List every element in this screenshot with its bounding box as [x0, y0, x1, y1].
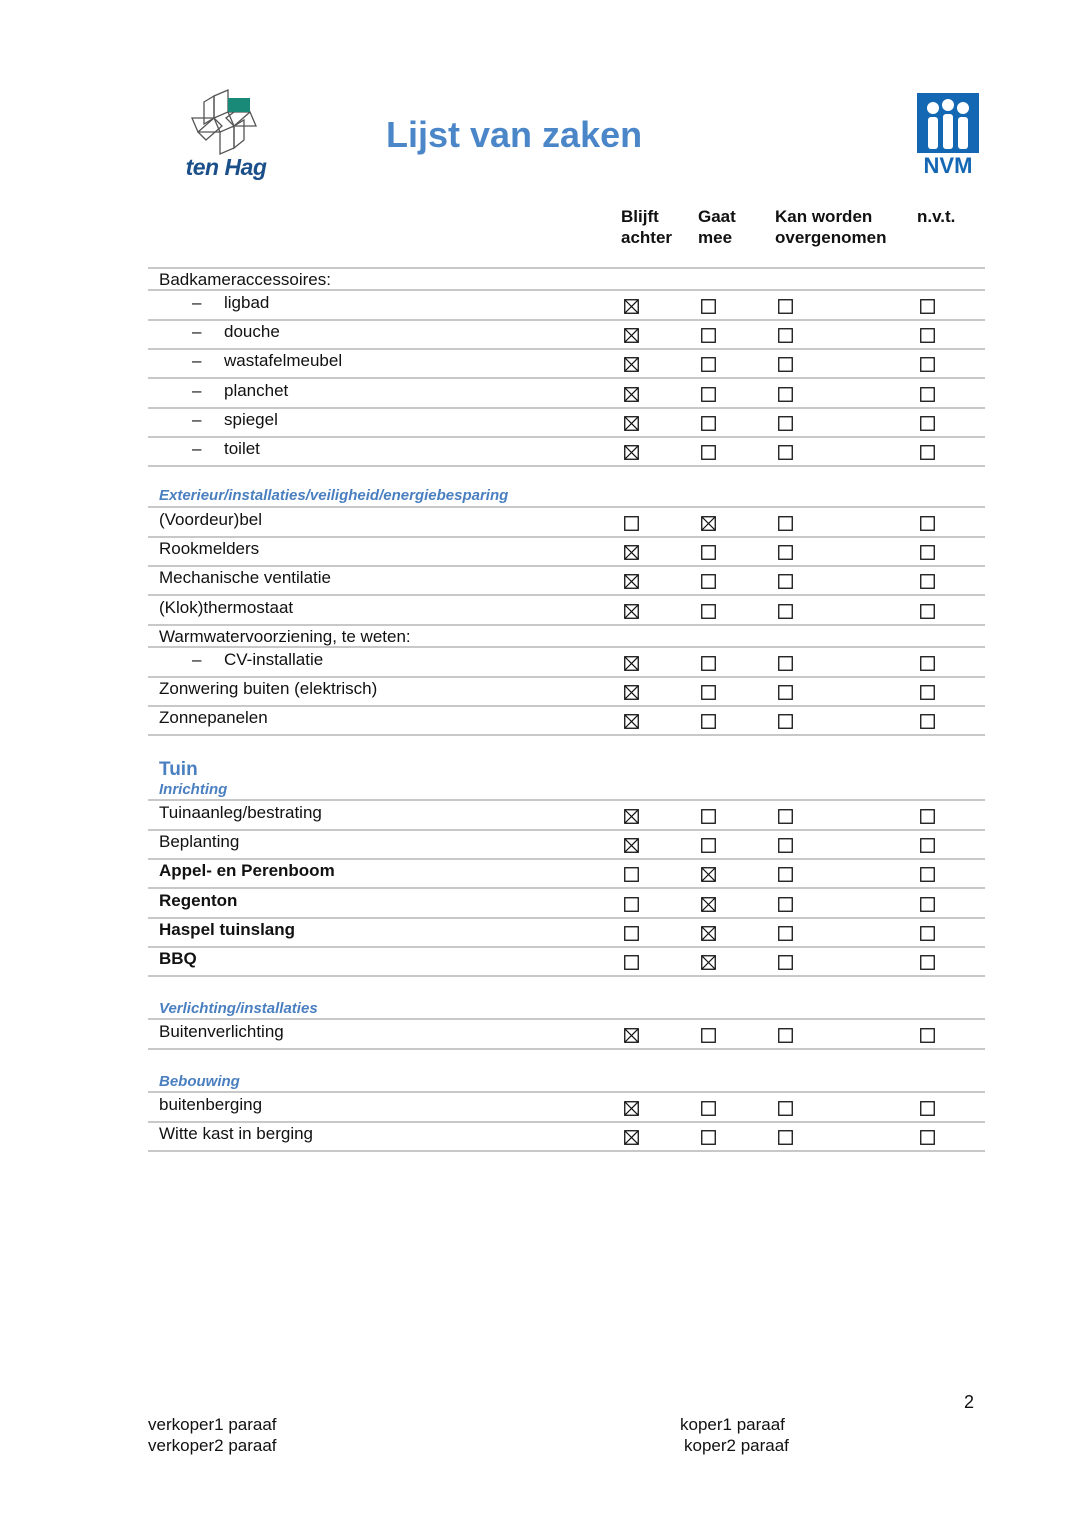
- checkbox-checked[interactable]: [624, 838, 639, 853]
- checkbox-checked[interactable]: [701, 516, 716, 531]
- row-divider: [148, 975, 985, 977]
- checkbox-empty[interactable]: [920, 867, 935, 882]
- checkbox-empty[interactable]: [778, 604, 793, 619]
- checkbox-empty[interactable]: [920, 714, 935, 729]
- checkbox-empty[interactable]: [920, 516, 935, 531]
- checkbox-empty[interactable]: [778, 1028, 793, 1043]
- row-divider: [148, 536, 985, 538]
- row-divider: [148, 734, 985, 736]
- section-heading: Exterieur/installaties/veiligheid/energiebesparing: [159, 487, 509, 504]
- checkbox-empty[interactable]: [920, 387, 935, 402]
- checkbox-empty[interactable]: [920, 897, 935, 912]
- row-divider: [148, 946, 985, 948]
- section-subheading: Inrichting: [159, 781, 228, 798]
- page-title: Lijst van zaken: [386, 114, 643, 155]
- list-item-label: Haspel tuinslang: [159, 919, 296, 939]
- row-divider: [148, 506, 985, 508]
- checkbox-empty[interactable]: [920, 357, 935, 372]
- row-divider: [148, 799, 985, 801]
- checkbox-checked[interactable]: [624, 656, 639, 671]
- checkbox-empty[interactable]: [624, 867, 639, 882]
- checkbox-empty[interactable]: [778, 1130, 793, 1145]
- list-item-label: BBQ: [159, 949, 197, 968]
- checkbox-empty[interactable]: [701, 387, 716, 402]
- footer-seller-initials: [148, 1414, 277, 1456]
- checkbox-empty[interactable]: [920, 1130, 935, 1145]
- checkbox-checked[interactable]: [624, 1130, 639, 1145]
- checkbox-empty[interactable]: [778, 1101, 793, 1116]
- row-divider: [148, 289, 985, 291]
- dash-bullet: –: [192, 439, 202, 458]
- checkbox-empty[interactable]: [778, 926, 793, 941]
- checkbox-empty[interactable]: [920, 838, 935, 853]
- column-header-kan-worden-overgenomen: Kan worden overgenomen: [775, 207, 887, 247]
- list-item-label: spiegel: [224, 409, 278, 429]
- list-item-label: Appel- en Perenboom: [159, 861, 335, 881]
- dash-bullet: –: [192, 322, 202, 342]
- row-divider: [148, 676, 985, 678]
- checkbox-checked[interactable]: [624, 357, 639, 372]
- checkbox-empty[interactable]: [624, 516, 639, 531]
- row-divider: [148, 887, 985, 889]
- list-item-label: ligbad: [224, 293, 270, 312]
- checkbox-empty[interactable]: [778, 955, 793, 970]
- checkbox-empty[interactable]: [701, 357, 716, 372]
- list-item-label: Tuinaanleg/bestrating: [159, 803, 322, 822]
- checkbox-empty[interactable]: [920, 604, 935, 619]
- checkbox-empty[interactable]: [701, 838, 716, 853]
- nvm-logo-text: NVM: [923, 153, 973, 178]
- column-header-blijft-achter: Blijft achter: [621, 207, 673, 247]
- checkbox-checked[interactable]: [701, 867, 716, 882]
- checkbox-checked[interactable]: [624, 1028, 639, 1043]
- checkbox-checked[interactable]: [701, 955, 716, 970]
- row-divider: [148, 565, 985, 567]
- checkbox-empty[interactable]: [920, 299, 935, 314]
- checkbox-checked[interactable]: [624, 299, 639, 314]
- checkbox-checked[interactable]: [624, 328, 639, 343]
- ten-hag-logo: [176, 88, 276, 188]
- row-divider: [148, 465, 985, 467]
- list-item-label: Zonwering buiten (elektrisch): [159, 679, 378, 698]
- checkbox-empty[interactable]: [778, 516, 793, 531]
- checkbox-empty[interactable]: [778, 867, 793, 882]
- dash-bullet: –: [192, 649, 202, 669]
- list-item-label: douche: [224, 322, 280, 342]
- page-number: 2: [964, 1392, 975, 1412]
- checkbox-empty[interactable]: [701, 604, 716, 619]
- checkbox-empty[interactable]: [701, 1130, 716, 1145]
- row-divider: [148, 646, 985, 648]
- row-divider: [148, 407, 985, 409]
- checkbox-empty[interactable]: [778, 685, 793, 700]
- checkbox-empty[interactable]: [920, 328, 935, 343]
- list-item-label: Zonnepanelen: [159, 708, 268, 728]
- checkbox-empty[interactable]: [778, 357, 793, 372]
- row-divider: [148, 1150, 985, 1152]
- row-divider: [148, 624, 985, 626]
- checkbox-empty[interactable]: [778, 656, 793, 671]
- checkbox-checked[interactable]: [624, 416, 639, 431]
- checkbox-empty[interactable]: [778, 574, 793, 589]
- checkbox-checked[interactable]: [624, 574, 639, 589]
- checkbox-empty[interactable]: [624, 897, 639, 912]
- checkbox-empty[interactable]: [920, 445, 935, 460]
- dash-bullet: –: [192, 409, 202, 429]
- list-item-label: CV-installatie: [224, 649, 324, 669]
- section-heading: Bebouwing: [159, 1073, 240, 1090]
- group-heading: Warmwatervoorziening, te weten:: [159, 626, 411, 646]
- checkbox-empty[interactable]: [920, 809, 935, 824]
- list-item-label: Witte kast in berging: [159, 1124, 314, 1144]
- checkbox-empty[interactable]: [920, 685, 935, 700]
- row-divider: [148, 594, 985, 596]
- row-divider: [148, 267, 985, 269]
- dash-bullet: –: [192, 380, 202, 400]
- row-divider: [148, 1048, 985, 1050]
- row-divider: [148, 377, 985, 379]
- list-item-label: (Voordeur)bel: [159, 510, 263, 529]
- row-divider: [148, 319, 985, 321]
- checkbox-empty[interactable]: [778, 445, 793, 460]
- list-item-label: planchet: [224, 380, 289, 400]
- list-item-label: Buitenverlichting: [159, 1022, 284, 1041]
- checkbox-empty[interactable]: [701, 445, 716, 460]
- checkbox-empty[interactable]: [778, 809, 793, 824]
- checkbox-empty[interactable]: [701, 1101, 716, 1116]
- row-divider: [148, 1018, 985, 1020]
- row-divider: [148, 1091, 985, 1093]
- column-header-nvt: n.v.t.: [917, 207, 956, 226]
- buyer2-initials: koper2 paraaf: [684, 1436, 789, 1455]
- section-heading-tuin: Tuin: [159, 759, 198, 780]
- list-item-label: buitenberging: [159, 1095, 263, 1114]
- checkbox-checked[interactable]: [624, 445, 639, 460]
- checkbox-empty[interactable]: [920, 416, 935, 431]
- checkbox-empty[interactable]: [778, 897, 793, 912]
- checkbox-empty[interactable]: [701, 328, 716, 343]
- checkbox-empty[interactable]: [920, 545, 935, 560]
- checkbox-checked[interactable]: [624, 545, 639, 560]
- list-item-label: (Klok)thermostaat: [159, 597, 294, 617]
- checkbox-empty[interactable]: [920, 1101, 935, 1116]
- checkbox-empty[interactable]: [701, 545, 716, 560]
- list-item-label: toilet: [224, 439, 260, 458]
- buyer1-initials: koper1 paraaf: [680, 1415, 785, 1434]
- nvm-logo: [917, 93, 979, 179]
- checkbox-empty[interactable]: [701, 714, 716, 729]
- checkbox-empty[interactable]: [624, 926, 639, 941]
- checkbox-checked[interactable]: [624, 604, 639, 619]
- checkbox-empty[interactable]: [920, 1028, 935, 1043]
- checkbox-empty[interactable]: [701, 574, 716, 589]
- seller2-initials: verkoper2 paraaf: [148, 1436, 277, 1455]
- row-divider: [148, 858, 985, 860]
- list-item-label: wastafelmeubel: [224, 351, 343, 371]
- checkbox-checked[interactable]: [624, 809, 639, 824]
- checkbox-empty[interactable]: [701, 416, 716, 431]
- checkbox-empty[interactable]: [778, 416, 793, 431]
- group-heading: Badkameraccessoires:: [159, 270, 331, 289]
- dash-bullet: –: [192, 293, 202, 312]
- checkbox-empty[interactable]: [701, 809, 716, 824]
- seller1-initials: verkoper1 paraaf: [148, 1415, 277, 1434]
- checkbox-empty[interactable]: [778, 545, 793, 560]
- checkbox-empty[interactable]: [778, 838, 793, 853]
- checkbox-checked[interactable]: [624, 685, 639, 700]
- pinwheel-icon: [176, 88, 276, 158]
- checkbox-empty[interactable]: [920, 926, 935, 941]
- checkbox-checked[interactable]: [624, 387, 639, 402]
- checkbox-empty[interactable]: [920, 955, 935, 970]
- section-heading: Verlichting/installaties: [159, 1000, 318, 1017]
- checkbox-empty[interactable]: [701, 656, 716, 671]
- footer-buyer-initials: [680, 1414, 789, 1456]
- checkbox-empty[interactable]: [778, 387, 793, 402]
- checkbox-checked[interactable]: [624, 1101, 639, 1116]
- checkbox-checked[interactable]: [701, 926, 716, 941]
- logo-left-text: ten Hag: [185, 154, 267, 180]
- checkbox-empty[interactable]: [701, 685, 716, 700]
- checkbox-empty[interactable]: [701, 299, 716, 314]
- checkbox-empty[interactable]: [778, 299, 793, 314]
- checkbox-checked[interactable]: [624, 714, 639, 729]
- list-item-label: Beplanting: [159, 832, 240, 852]
- checkbox-empty[interactable]: [778, 714, 793, 729]
- checkbox-empty[interactable]: [701, 1028, 716, 1043]
- column-header-gaat-mee: Gaat mee: [698, 207, 736, 247]
- checkbox-empty[interactable]: [778, 328, 793, 343]
- row-divider: [148, 705, 985, 707]
- checkbox-empty[interactable]: [920, 656, 935, 671]
- row-divider: [148, 436, 985, 438]
- row-divider: [148, 348, 985, 350]
- list-item-label: Mechanische ventilatie: [159, 568, 331, 588]
- list-item-label: Rookmelders: [159, 539, 260, 559]
- row-divider: [148, 917, 985, 919]
- row-divider: [148, 829, 985, 831]
- checkbox-checked[interactable]: [701, 897, 716, 912]
- dash-bullet: –: [192, 351, 202, 371]
- row-divider: [148, 1121, 985, 1123]
- list-item-label: Regenton: [159, 890, 238, 910]
- checkbox-empty[interactable]: [624, 955, 639, 970]
- checkbox-empty[interactable]: [920, 574, 935, 589]
